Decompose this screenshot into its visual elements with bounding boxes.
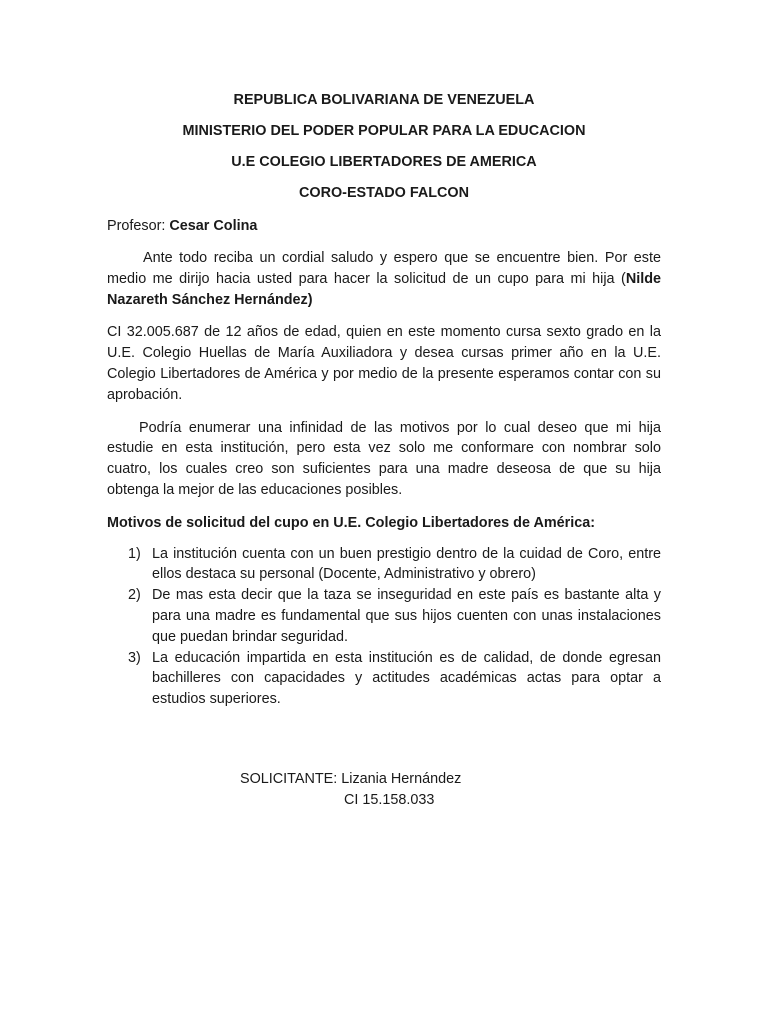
signature-id: CI 15.158.033: [344, 791, 435, 808]
header-country: REPUBLICA BOLIVARIANA DE VENEZUELA: [233, 92, 535, 108]
paragraph-motives: Podría enumerar una infinidad de las motivos por lo cual deseo que mi hija estudie en esta institución, pero esta vez solo me conformare con nombrar solo cuatro, los cuales creo son suficientes para una madre deseosa de que su hija obtenga la mejor de las educaciones posibles.: [107, 419, 661, 498]
reason-number: 2): [128, 587, 141, 604]
student-name: Nilde Nazareth Sánchez Hernández): [107, 270, 661, 308]
reason-item: [107, 585, 661, 647]
reason-item: [107, 544, 661, 586]
signature-block: [240, 769, 540, 811]
reason-text: De mas esta decir que la taza se inseguridad en este país es bastante alta y para una madre es fundamental que sus hijos cuenten con unas instalaciones que puedan brindar seguridad.: [152, 587, 661, 645]
salutation-label: Profesor:: [107, 218, 170, 234]
paragraph-intro: [107, 248, 661, 310]
reasons-list: [107, 544, 661, 710]
header-location: CORO-ESTADO FALCON: [298, 185, 470, 201]
reason-text: La institución cuenta con un buen prestigio dentro de la cuidad de Coro, entre ellos destaca su personal (Docente, Administrativo y obrero): [152, 545, 661, 583]
reason-item: [107, 648, 661, 710]
reason-text: La educación impartida en esta institución es de calidad, de donde egresan bachilleres con capacidades y actitudes académicas actas para optar a estudios superiores.: [152, 649, 661, 708]
reason-number: 3): [128, 649, 141, 666]
salutation-name: Cesar Colina: [169, 218, 258, 234]
signature-name: SOLICITANTE: Lizania Hernández: [240, 771, 462, 787]
reasons-title: Motivos de solicitud del cupo en U.E. Colegio Libertadores de América:: [107, 514, 596, 531]
salutation: [107, 216, 661, 248]
header-school: U.E COLEGIO LIBERTADORES DE AMERICA: [231, 154, 537, 170]
reason-number: 1): [128, 545, 141, 562]
paragraph-intro-text: Ante todo reciba un cordial saludo y espero que se encuentre bien. Por este medio me dirijo hacia usted para hacer la solicitud de un cupo para mi hija (: [107, 250, 661, 287]
letter-body: [107, 90, 661, 710]
paragraph-student-info: CI 32.005.687 de 12 años de edad, quien en este momento cursa sexto grado en la U.E. Colegio Huellas de María Auxiliadora y desea cursas primer año en la U.E. Colegio Libertadores de América y por medio de la presente esperamos contar con su aprobación.: [107, 324, 661, 403]
header-ministry: MINISTERIO DEL PODER POPULAR PARA LA EDUCACION: [182, 123, 586, 139]
